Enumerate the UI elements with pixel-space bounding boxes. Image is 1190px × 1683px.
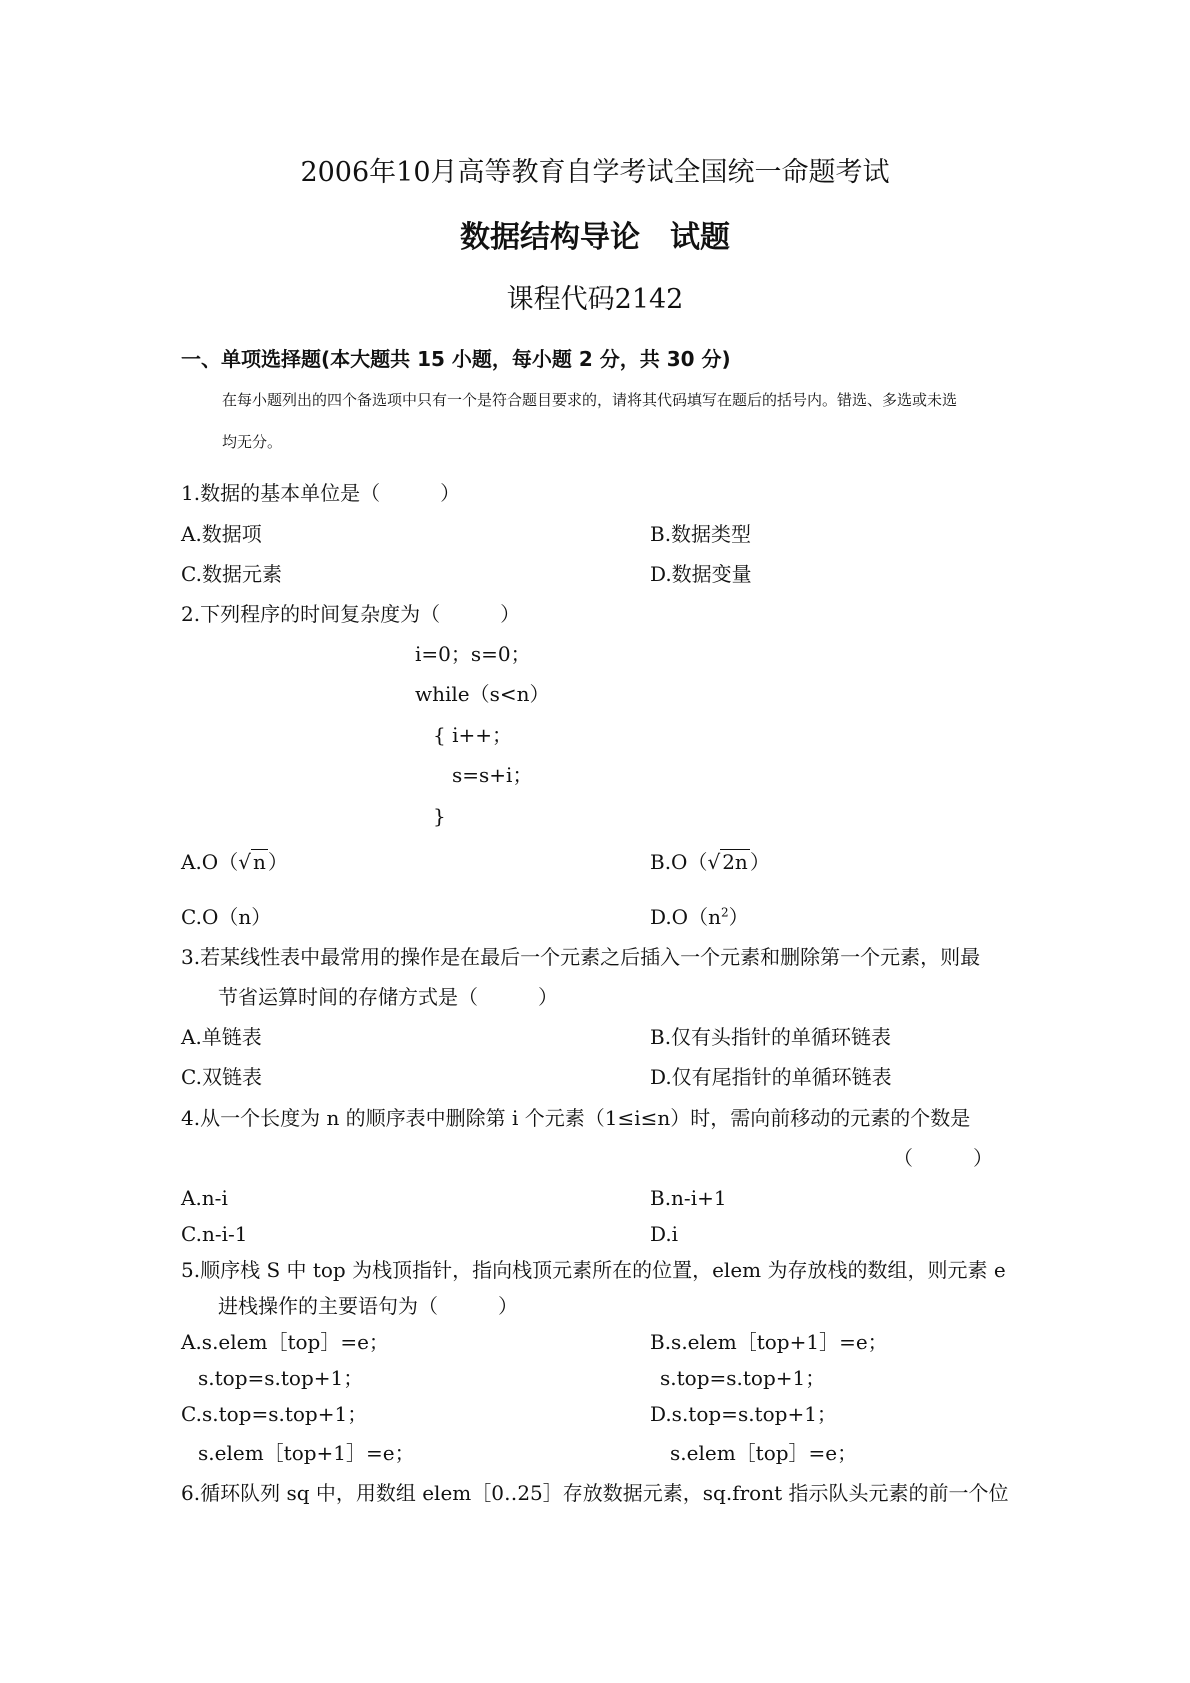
option-a: A.数据项 bbox=[181, 522, 262, 546]
option-d-suffix: ） bbox=[728, 905, 749, 929]
option-d: D.数据变量 bbox=[650, 562, 752, 586]
radicand: 2n bbox=[722, 850, 748, 874]
course-code: 课程代码2142 bbox=[506, 284, 684, 315]
subject-title: 数据结构导论 试题 bbox=[460, 220, 730, 255]
option-b bbox=[650, 850, 770, 874]
option-b-line2: s.top=s.top+1； bbox=[660, 1366, 826, 1390]
question-stem-continued: 节省运算时间的存储方式是（ ） bbox=[218, 985, 558, 1009]
option-a: A.单链表 bbox=[181, 1025, 262, 1049]
option-a: A.n-i bbox=[181, 1186, 228, 1210]
sqrt-symbol: √ n bbox=[238, 850, 266, 874]
instruction-line: 在每小题列出的四个备选项中只有一个是符合题目要求的，请将其代码填写在题后的括号内。错选、多选或未选 bbox=[222, 391, 958, 409]
option-c-line1: C.s.top=s.top+1； bbox=[181, 1402, 368, 1426]
code-line: while（s<n） bbox=[415, 682, 550, 706]
question-stem: 2.下列程序的时间复杂度为（ ） bbox=[181, 602, 521, 626]
option-c: C.O（n） bbox=[181, 905, 272, 929]
option-c-line2: s.elem［top+1］=e； bbox=[198, 1441, 415, 1465]
option-b-suffix: ） bbox=[749, 850, 770, 874]
question-stem: 6.循环队列 sq 中，用数组 elem［0‥25］存放数据元素，sq.front 指示队头元素的前一个位 bbox=[181, 1481, 1009, 1505]
question-stem: 1.数据的基本单位是（ ） bbox=[181, 481, 461, 505]
option-c: C.n-i-1 bbox=[181, 1222, 248, 1246]
option-c: C.双链表 bbox=[181, 1065, 262, 1089]
option-b: B.数据类型 bbox=[650, 522, 752, 546]
option-b-prefix: B.O（ bbox=[650, 850, 708, 874]
option-a bbox=[181, 850, 288, 874]
answer-bracket: （ ） bbox=[893, 1146, 993, 1170]
exponent: 2 bbox=[720, 905, 729, 920]
code-line: i=0；s=0； bbox=[415, 642, 531, 666]
radicand: n bbox=[252, 850, 266, 874]
option-d: D.i bbox=[650, 1222, 679, 1246]
code-line: { i++； bbox=[433, 723, 512, 747]
option-a-prefix: A.O（ bbox=[181, 850, 239, 874]
question-stem: 3.若某线性表中最常用的操作是在最后一个元素之后插入一个元素和删除第一个元素，则最 bbox=[181, 945, 981, 969]
option-d: D.仅有尾指针的单循环链表 bbox=[650, 1065, 892, 1089]
question-stem: 5.顺序栈 S 中 top 为栈顶指针，指向栈顶元素所在的位置，elem 为存放栈的数组，则元素 e bbox=[181, 1258, 1006, 1282]
option-a-line1: A.s.elem［top］=e； bbox=[181, 1330, 389, 1354]
sqrt-symbol: √ 2n bbox=[707, 850, 748, 874]
option-b: B.仅有头指针的单循环链表 bbox=[650, 1025, 892, 1049]
option-d-line1: D.s.top=s.top+1； bbox=[650, 1402, 837, 1426]
code-line: s=s+i； bbox=[452, 763, 533, 787]
exam-title: 2006年10月高等教育自学考试全国统一命题考试 bbox=[300, 157, 890, 188]
option-a-suffix: ） bbox=[267, 850, 288, 874]
option-b-line1: B.s.elem［top+1］=e； bbox=[650, 1330, 888, 1354]
code-line: } bbox=[433, 804, 446, 828]
question-stem: 4.从一个长度为 n 的顺序表中删除第 i 个元素（1≤i≤n）时，需向前移动的元素的个数是 bbox=[181, 1106, 971, 1130]
instruction-line: 均无分。 bbox=[222, 433, 283, 451]
option-c: C.数据元素 bbox=[181, 562, 282, 586]
section-heading: 一、单项选择题(本大题共 15 小题，每小题 2 分，共 30 分) bbox=[181, 347, 731, 371]
option-a-line2: s.top=s.top+1； bbox=[198, 1366, 364, 1390]
option-d-prefix: D.O（n bbox=[650, 905, 721, 929]
question-stem-continued: 进栈操作的主要语句为（ ） bbox=[218, 1294, 518, 1318]
option-d-line2: s.elem［top］=e； bbox=[670, 1441, 858, 1465]
option-d bbox=[650, 905, 749, 929]
option-b: B.n-i+1 bbox=[650, 1186, 727, 1210]
